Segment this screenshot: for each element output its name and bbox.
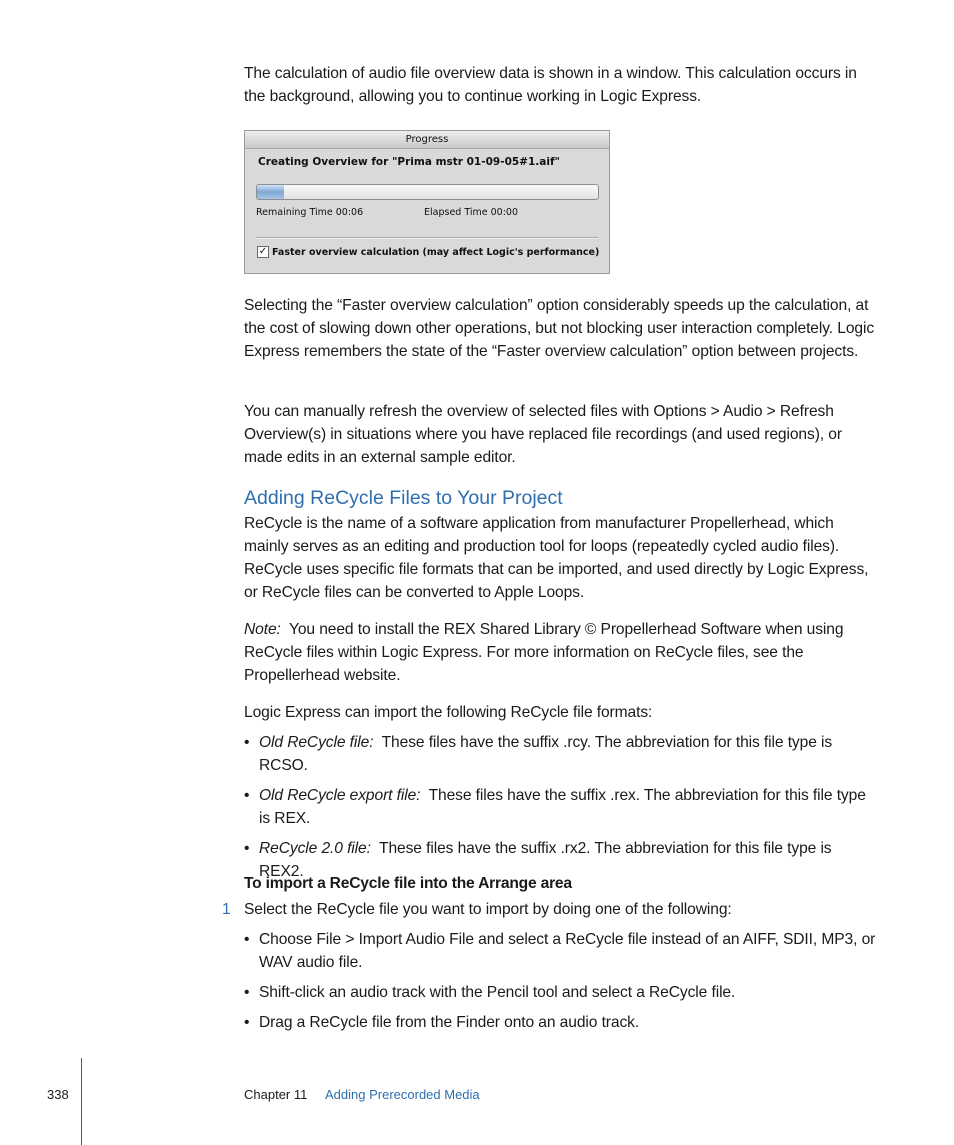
- format-text: These files have the suffix .rcy. The abbreviation for this file type is RCSO.: [259, 734, 833, 774]
- task-heading: To import a ReCycle file into the Arrange area: [244, 875, 572, 892]
- step-number: 1: [222, 901, 231, 918]
- footer-chapter-title: Adding Prerecorded Media: [325, 1087, 480, 1102]
- refresh-overview-paragraph: You can manually refresh the overview of selected files with Options > Audio > Refresh Overview(s) in situations where you have replaced file recordings (and used regions), or made edits in an external sample editor.: [244, 403, 842, 466]
- bullet-mark: •: [244, 734, 250, 751]
- bullet-mark: •: [244, 931, 250, 948]
- faster-overview-option: [257, 246, 599, 258]
- note-text: You need to install the REX Shared Library © Propellerhead Software when using ReCycle files within Logic Express. For more information on ReCycle files, see the Propellerhead website.: [244, 621, 844, 684]
- format-term: Old ReCycle file:: [259, 734, 374, 751]
- bullet-mark: •: [244, 840, 250, 857]
- bullet-mark: •: [244, 984, 250, 1001]
- format-term: Old ReCycle export file:: [259, 787, 421, 804]
- footer-chapter: Chapter 11: [244, 1087, 308, 1102]
- elapsed-time: Elapsed Time 00:00: [424, 207, 518, 218]
- progress-bar-fill: [257, 185, 284, 199]
- format-term: ReCycle 2.0 file:: [259, 840, 371, 857]
- bullet-mark: •: [244, 787, 250, 804]
- page-number: 338: [47, 1087, 69, 1102]
- bullet-mark: •: [244, 1014, 250, 1031]
- format-text: These files have the suffix .rex. The abbreviation for this file type is REX.: [259, 787, 866, 827]
- note-paragraph: [244, 618, 876, 687]
- faster-overview-checkbox[interactable]: ✓: [258, 246, 268, 257]
- step-option: Drag a ReCycle file from the Finder onto an audio track.: [259, 1014, 640, 1031]
- progress-window-screenshot: [244, 130, 610, 274]
- list-item: [244, 981, 876, 1004]
- format-text: These files have the suffix .rx2. The abbreviation for this file type is REX2.: [259, 840, 832, 880]
- recycle-intro-paragraph: ReCycle is the name of a software application from manufacturer Propellerhead, which mainly serves as an editing and production tool for loops (repeatedly cycled audio files). ReCycle uses specific file formats that can be imported, and used directly by Logic Express, or ReCycle files can be converted to Apple Loops.: [244, 515, 869, 601]
- faster-overview-label: Faster overview calculation (may affect Logic's performance): [272, 246, 600, 258]
- step-option: Choose File > Import Audio File and select a ReCycle file instead of an AIFF, SDII, MP3, or WAV audio file.: [259, 931, 876, 971]
- step-text: Select the ReCycle file you want to import by doing one of the following:: [244, 901, 732, 918]
- progress-creating-text: Creating Overview for "Prima mstr 01-09-05#1.aif": [258, 156, 560, 168]
- formats-intro: Logic Express can import the following ReCycle file formats:: [244, 704, 653, 721]
- list-item: [244, 731, 876, 777]
- progress-window-title: Progress: [245, 131, 609, 149]
- list-item: [244, 928, 876, 974]
- progress-bar: [256, 184, 599, 200]
- footer-rule: [81, 1058, 82, 1145]
- faster-overview-paragraph: Selecting the “Faster overview calculation” option considerably speeds up the calculation, at the cost of slowing down other operations, but not blocking user interaction completely. Logic Express remembers the state of the “Faster overview calculation” option between projects.: [244, 297, 875, 360]
- intro-paragraph: The calculation of audio file overview data is shown in a window. This calculation occurs in the background, allowing you to continue working in Logic Express.: [244, 65, 857, 105]
- separator: [256, 237, 598, 239]
- section-heading: Adding ReCycle Files to Your Project: [244, 487, 563, 509]
- remaining-time: Remaining Time 00:06: [256, 207, 364, 218]
- list-item: [244, 784, 876, 830]
- note-label: Note:: [244, 621, 281, 638]
- list-item: [244, 1011, 876, 1034]
- step-option: Shift-click an audio track with the Pencil tool and select a ReCycle file.: [259, 984, 736, 1001]
